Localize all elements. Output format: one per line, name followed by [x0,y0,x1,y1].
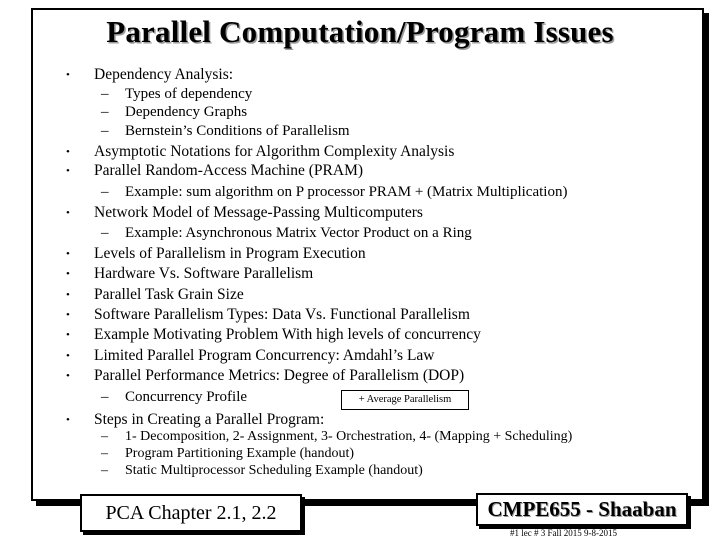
bullet-dot: • [66,207,70,219]
sub-item-text: Example: sum algorithm on P processor PRAM + (Matrix Multiplication) [125,184,568,200]
bullet-item-pram: Parallel Random-Access Machine (PRAM) [94,162,364,179]
bullet-dot: • [66,268,70,280]
sub-item-ring-example [101,224,472,242]
sub-item-text: Static Multiprocessor Scheduling Example (handout) [125,463,423,478]
bullet-item-performance-metrics: Parallel Performance Metrics: Degree of Parallelism (DOP) [94,367,465,384]
bullet-item-grain-size: Parallel Task Grain Size [94,286,244,303]
bullet-item-amdahls-law: Limited Parallel Program Concurrency: Amdahl’s Law [94,347,435,364]
sub-item-text: Dependency Graphs [125,104,248,120]
dash-glyph: – [101,446,108,461]
footer-note: #1 lec # 3 Fall 2015 9-8-2015 [510,528,617,538]
bullet-dot: • [66,329,70,341]
dash-glyph: – [101,389,109,405]
bullet-dot: • [66,414,70,426]
bullet-item-motivating-problem: Example Motivating Problem With high levels of concurrency [94,326,481,343]
bullet-dot: • [66,69,70,81]
bullet-item-network-model: Network Model of Message-Passing Multicomputers [94,204,423,221]
bullet-dot: • [66,370,70,382]
sub-item-four-steps [101,428,572,446]
slide-title: Parallel Computation/Program Issues [106,14,614,49]
bullet-item-hardware-vs-software: Hardware Vs. Software Parallelism [94,265,314,282]
sub-item-text: 1- Decomposition, 2- Assignment, 3- Orchestration, 4- (Mapping + Scheduling) [125,429,573,444]
sub-item-dependency-graphs [101,103,247,121]
bullet-item-software-parallelism-types: Software Parallelism Types: Data Vs. Functional Parallelism [94,306,470,323]
sub-item-text: Bernstein’s Conditions of Parallelism [125,123,350,139]
sub-item-text: Types of dependency [125,86,253,102]
dash-glyph: – [101,429,108,444]
sub-item-bernstein-conditions [101,122,350,140]
bullet-dot: • [66,248,70,260]
bullet-item-asymptotic-notations: Asymptotic Notations for Algorithm Complexity Analysis [94,143,455,160]
sub-item-scheduling-example [101,462,423,480]
bullet-dot: • [66,289,70,301]
dash-glyph: – [101,463,108,478]
sub-item-text: Example: Asynchronous Matrix Vector Product on a Ring [125,225,472,241]
chapter-reference-box: PCA Chapter 2.1, 2.2 [80,494,302,532]
dash-glyph: – [101,104,109,120]
average-parallelism-box: + Average Parallelism [341,390,469,410]
bullet-dot: • [66,350,70,362]
bullet-dot: • [66,309,70,321]
course-label-box: CMPE655 - Shaaban [476,493,688,526]
sub-item-pram-example [101,183,567,201]
dash-glyph: – [101,225,109,241]
bullet-item-levels-of-parallelism: Levels of Parallelism in Program Execution [94,245,366,262]
bullet-dot: • [66,146,70,158]
sub-item-concurrency-profile [101,388,247,406]
sub-item-types-of-dependency [101,85,252,103]
bullet-dot: • [66,165,70,177]
sub-item-text: Concurrency Profile [125,389,248,405]
dash-glyph: – [101,123,109,139]
bullet-item-steps-creating-program: Steps in Creating a Parallel Program: [94,411,325,428]
dash-glyph: – [101,184,109,200]
bullet-item-dependency-analysis: Dependency Analysis: [94,66,234,83]
sub-item-partitioning-example [101,445,354,463]
dash-glyph: – [101,86,109,102]
sub-item-text: Program Partitioning Example (handout) [125,446,355,461]
